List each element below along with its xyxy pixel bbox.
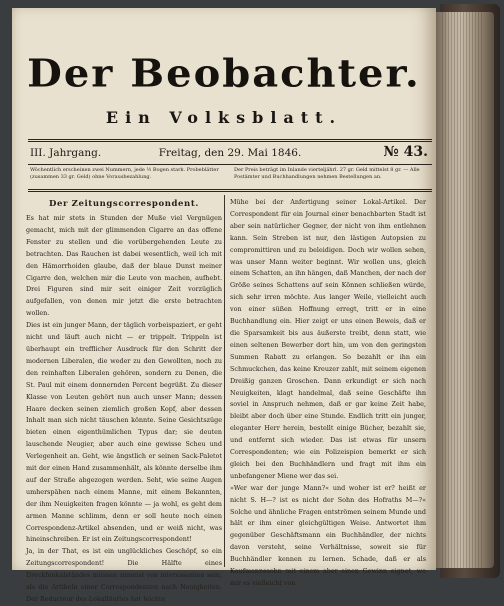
volume-label: III. Jahrgang.	[30, 147, 102, 159]
article-column-left	[26, 197, 222, 603]
article-paragraph: Mühe bei der Anfertigung seiner Lokal-Artikel. Der Correspondent für ein Journal einer benachbarten Stadt ist aber sein natürlicher Gegner, der nicht von ihm entlehnen kann. Sein Streben ist nur, den lästigen Autopsien zu compromittiren und zu beleidigen. Doch wir wollen sehen, was unser Mann weiter beginnt. Wir wollen uns, gleich einem Schatten, an ihn hängen, daß Manchen, der nach der Größe seines Schattens auf sein Können schließen würde, sich sehr irren möchte. Aus langer Weile, vielleicht auch von einer süßen Hoffnung erregt, tritt er in eine Buchhandlung ein. Hier zeigt er uns einen Beweis, daß er die Sparsamkeit bis aus äußerste treibt, denn statt, wie einen seltenen Bewerber dort hin, um von den geringsten Summen Rabatt zu erlangen. So bezahlt er ihn ein Schmuckchen, das keine Kreuzer zahlt, mit seinem eigenen Dreißig ganzen Groschen. Dann erkundigt er sich nach Neuigkeiten, klagt handelmal, daß seine Geschäfte ihn soviel in Anspruch nehmen, daß er gar keine Zeit habe, bleibt aber doch über eine Stunde. Endlich tritt ein junger, eleganter Herr herein, bestellt einige Bücher, bezahlt sie, und entfernt sich wieder. Das ist etwas für unsern Correspondenten; wie ein Polizeispion bemerkt er sich gleich bei den Buchhändlern und fragt mit ihm ein unbefangener Miene wer das sei.	[230, 198, 426, 480]
column-divider	[224, 195, 225, 567]
subscription-notice-left: Wöchentlich erscheinen zwei Nummern, jede ½ Bogen stark. Probeblätter (zusammen 33 gr. Geld) ohne Vorausbezahlung.	[30, 167, 219, 180]
rule-top	[28, 139, 432, 140]
masthead-title: Der Beobachter.	[27, 51, 421, 96]
subscription-notice-right: Der Preis beträgt im Inlande vierteljährl. 27 gr. Geld mittelst 8 gr. — Alle Postämter und Buchhandlungen nehmen Bestellungen an.	[234, 167, 420, 180]
issue-number: № 43.	[383, 144, 428, 160]
dateline	[28, 145, 432, 163]
article-column-right	[230, 197, 426, 587]
article-paragraph: »Wer war der junge Mann?« und woher ist er? heißt er nicht S. H—? ist es nicht der Sohn des Hofraths M—?« Solche und ähnliche Fragen entströmen seinem Munde und hält er ihm einer gleichgültigen Weise. Antwortet ihm gegenüber Geschäftsmann ein Buchhändler, der nichts davon versteht, seine Verhältnisse, soweit sie für Buchhändler kennen zu lernen. Schade, daß er als Kaufmannssohn mit einem aber einen Gewinn eignet, wo mir es vielleicht von	[230, 483, 426, 587]
masthead-subtitle: Ein Volksblatt.	[105, 108, 343, 127]
article-heading: Der Zeitungscorrespondent.	[49, 199, 199, 209]
article-paragraph: Ja, in der That, es ist ein unglückliches Geschöpf, so ein Zeitungscorrespondent! Die Hälfte eines Dreckfenkalständes müssen zumeist von interessanten sein, als die Artikeln einer Correspondenzen nach Neuigkeiten. Der Redacteur des Lokalblattes hat leichte	[26, 547, 222, 603]
page-edges	[428, 12, 494, 568]
rule-bottom-2	[28, 191, 432, 192]
newspaper-page	[12, 8, 436, 603]
rule-bottom	[28, 189, 432, 190]
rule-mid	[28, 164, 432, 165]
rule-top-2	[28, 141, 432, 142]
article-paragraph: Es hat mir stets in Stunden der Muße viel Vergnügen gemacht, mich mit der glimmenden Cigarre an das offene Fenster zu stellen und die vorübergehenden Leute zu betrachten. Das Rauchen ist dabei wesentlich, weil ich mit den Hämorrhoiden glaube, daß der blaue Dunst meiner Cigarre den, welchen mir die Leute von machen, aufhebt. Drei Figuren sind mir seit einiger Zeit vorzüglich aufgefallen, von denen mir jetzt die erste betrachten wollen.	[26, 214, 222, 318]
article-paragraph: Dies ist ein junger Mann, der täglich vorbeispaziert, er geht nicht und läuft auch nicht — er trippelt. Trippeln ist überhaupt ein trefflicher Ausdruck für den Schritt der modernen Liberalen, die weder zu den Gewollten, noch zu den reinhaften Liberalen gehören, sondern zu Denen, die St. Paul mit einem donnernden Percent begrüßt. Zu dieser Klasse von Leuten gehört nun auch unser Mann; dessen Haare decken seinen ziemlich großen Kopf, aber dessen Inhalt man sich nicht täuschen könnte. Seine Gesichtszüge bieten einen eigenthümlichen Typus dar; sie deuten lauschende Neugier, aber auch eine gewisse Scheu und Verlegenheit an. Geht, wie ängstlich er seinen Sack-Paletot mit der einen Hand zusammenhält, als könnte derselbe ihm auf der Straße abgezogen werden. Seht, wie seine Augen umherspähen nach einem Manne, mit einem Bekannten, der ihm Neuigkeiten fragen könnte — ja wohl, es geht dem armen Manne schlimm, denn er soll heute noch einen Correspondenz-Artikel absenden, und er weiß nicht, was hineinschreiben. Er ist ein Zeitungscorrespondent!	[26, 321, 222, 544]
issue-date: Freitag, den 29. Mai 1846.	[158, 147, 302, 159]
